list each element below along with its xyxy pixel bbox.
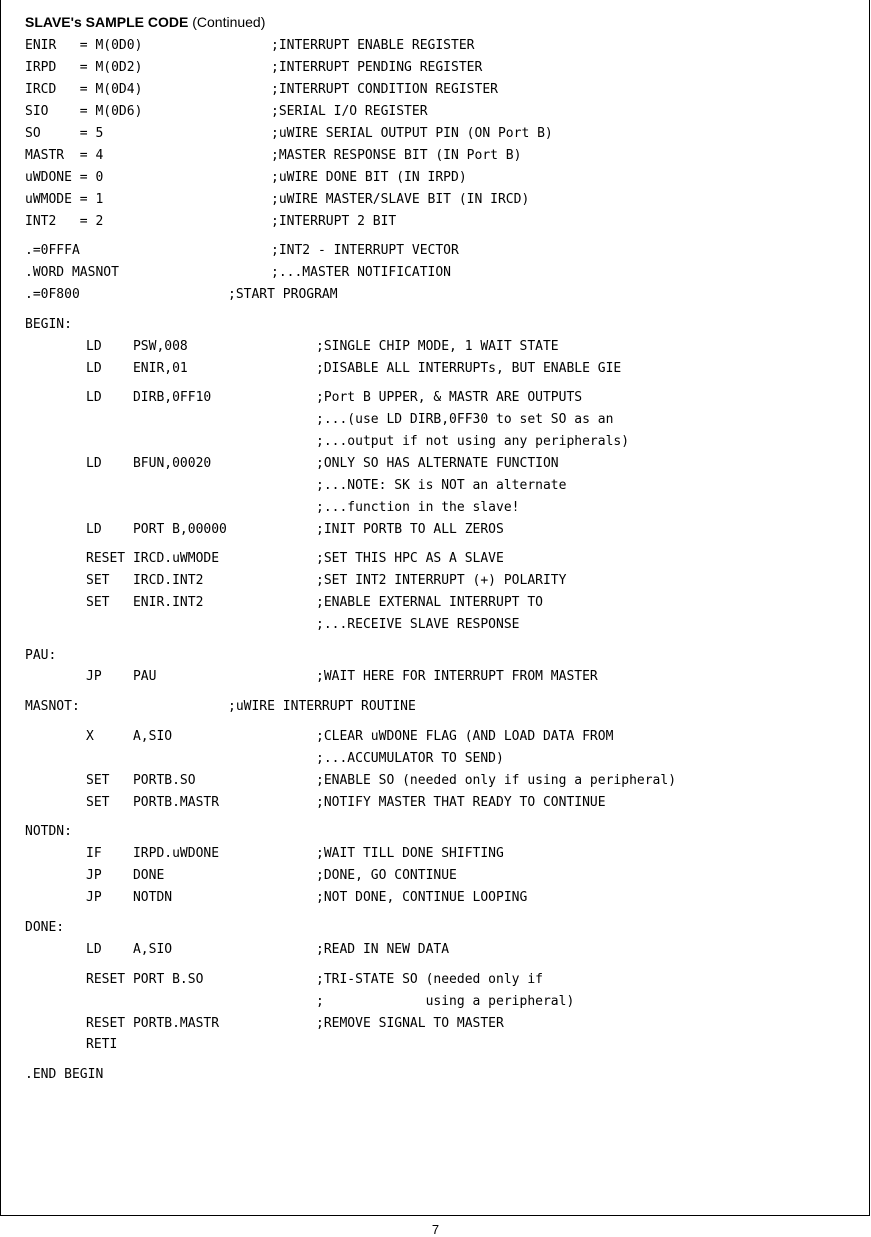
code-statement: ENIR = M(0D0)	[25, 38, 143, 53]
code-comment: ; using a peripheral)	[316, 994, 575, 1009]
code-comment: ;INTERRUPT ENABLE REGISTER	[271, 38, 475, 53]
code-statement: JP DONE	[86, 868, 165, 883]
code-statement: .END BEGIN	[25, 1067, 104, 1082]
code-statement: RESET PORTB.MASTR	[86, 1016, 220, 1031]
code-comment: ;uWIRE MASTER/SLAVE BIT (IN IRCD)	[271, 192, 530, 207]
code-comment: ;DONE, GO CONTINUE	[316, 868, 457, 883]
code-comment: ;TRI-STATE SO (needed only if	[316, 972, 543, 987]
code-comment: ;...function in the slave!	[316, 500, 520, 515]
code-comment: ;uWIRE DONE BIT (IN IRPD)	[271, 170, 467, 185]
code-comment: ;...ACCUMULATOR TO SEND)	[316, 751, 504, 766]
code-comment: ;...NOTE: SK is NOT an alternate	[316, 478, 567, 493]
code-statement: IF IRPD.uWDONE	[86, 846, 220, 861]
section-heading	[25, 14, 265, 30]
code-statement: uWMODE = 1	[25, 192, 104, 207]
code-statement: DONE:	[25, 920, 65, 935]
code-statement: SET PORTB.SO	[86, 773, 196, 788]
code-statement: uWDONE = 0	[25, 170, 104, 185]
code-statement: SET IRCD.INT2	[86, 573, 204, 588]
code-comment: ;ONLY SO HAS ALTERNATE FUNCTION	[316, 456, 559, 471]
code-comment: ;SINGLE CHIP MODE, 1 WAIT STATE	[316, 339, 559, 354]
code-statement: MASTR = 4	[25, 148, 104, 163]
code-statement: LD PORT B,00000	[86, 522, 227, 537]
code-comment: ;NOTIFY MASTER THAT READY TO CONTINUE	[316, 795, 606, 810]
code-statement: .WORD MASNOT	[25, 265, 119, 280]
code-comment: ;...RECEIVE SLAVE RESPONSE	[316, 617, 520, 632]
code-comment: ;SET THIS HPC AS A SLAVE	[316, 551, 504, 566]
heading-continued: (Continued)	[192, 14, 266, 30]
code-statement: .=0F800	[25, 287, 80, 302]
code-statement: MASNOT:	[25, 699, 80, 714]
code-statement: SIO = M(0D6)	[25, 104, 143, 119]
code-comment: ;INTERRUPT 2 BIT	[271, 214, 397, 229]
code-comment: ;uWIRE INTERRUPT ROUTINE	[228, 699, 416, 714]
code-statement: LD BFUN,00020	[86, 456, 212, 471]
code-statement: JP PAU	[86, 669, 157, 684]
code-statement: JP NOTDN	[86, 890, 173, 905]
code-comment: ;INT2 - INTERRUPT VECTOR	[271, 243, 459, 258]
code-comment: ;SERIAL I/O REGISTER	[271, 104, 428, 119]
code-comment: ;READ IN NEW DATA	[316, 942, 450, 957]
code-statement: LD A,SIO	[86, 942, 173, 957]
code-comment: ;START PROGRAM	[228, 287, 338, 302]
code-comment: ;...output if not using any peripherals)	[316, 434, 630, 449]
code-statement: SET PORTB.MASTR	[86, 795, 220, 810]
code-statement: LD PSW,008	[86, 339, 188, 354]
code-comment: ;...MASTER NOTIFICATION	[271, 265, 452, 280]
code-comment: ;NOT DONE, CONTINUE LOOPING	[316, 890, 528, 905]
code-statement: INT2 = 2	[25, 214, 104, 229]
code-comment: ;DISABLE ALL INTERRUPTs, BUT ENABLE GIE	[316, 361, 622, 376]
code-statement: LD DIRB,0FF10	[86, 390, 212, 405]
code-statement: SET ENIR.INT2	[86, 595, 204, 610]
code-comment: ;CLEAR uWDONE FLAG (AND LOAD DATA FROM	[316, 729, 614, 744]
code-comment: ;WAIT TILL DONE SHIFTING	[316, 846, 504, 861]
code-comment: ;REMOVE SIGNAL TO MASTER	[316, 1016, 504, 1031]
code-statement: SO = 5	[25, 126, 104, 141]
code-statement: PAU:	[25, 648, 57, 663]
code-statement: LD ENIR,01	[86, 361, 188, 376]
code-comment: ;...(use LD DIRB,0FF30 to set SO as an	[316, 412, 614, 427]
code-comment: ;INIT PORTB TO ALL ZEROS	[316, 522, 504, 537]
code-statement: X A,SIO	[86, 729, 173, 744]
code-comment: ;INTERRUPT CONDITION REGISTER	[271, 82, 498, 97]
code-statement: .=0FFFA	[25, 243, 80, 258]
code-statement: IRCD = M(0D4)	[25, 82, 143, 97]
code-comment: ;SET INT2 INTERRUPT (+) POLARITY	[316, 573, 567, 588]
code-statement: RETI	[86, 1037, 118, 1052]
code-comment: ;WAIT HERE FOR INTERRUPT FROM MASTER	[316, 669, 598, 684]
code-comment: ;ENABLE SO (needed only if using a peripheral)	[316, 773, 677, 788]
code-comment: ;Port B UPPER, & MASTR ARE OUTPUTS	[316, 390, 583, 405]
code-statement: RESET IRCD.uWMODE	[86, 551, 220, 566]
code-statement: BEGIN:	[25, 317, 72, 332]
heading-title: SLAVE's SAMPLE CODE	[25, 14, 189, 30]
code-comment: ;INTERRUPT PENDING REGISTER	[271, 60, 483, 75]
code-comment: ;MASTER RESPONSE BIT (IN Port B)	[271, 148, 522, 163]
page-number: 7	[431, 1222, 440, 1237]
code-statement: NOTDN:	[25, 824, 72, 839]
code-comment: ;ENABLE EXTERNAL INTERRUPT TO	[316, 595, 543, 610]
code-comment: ;uWIRE SERIAL OUTPUT PIN (ON Port B)	[271, 126, 553, 141]
code-statement: RESET PORT B.SO	[86, 972, 204, 987]
code-statement: IRPD = M(0D2)	[25, 60, 143, 75]
